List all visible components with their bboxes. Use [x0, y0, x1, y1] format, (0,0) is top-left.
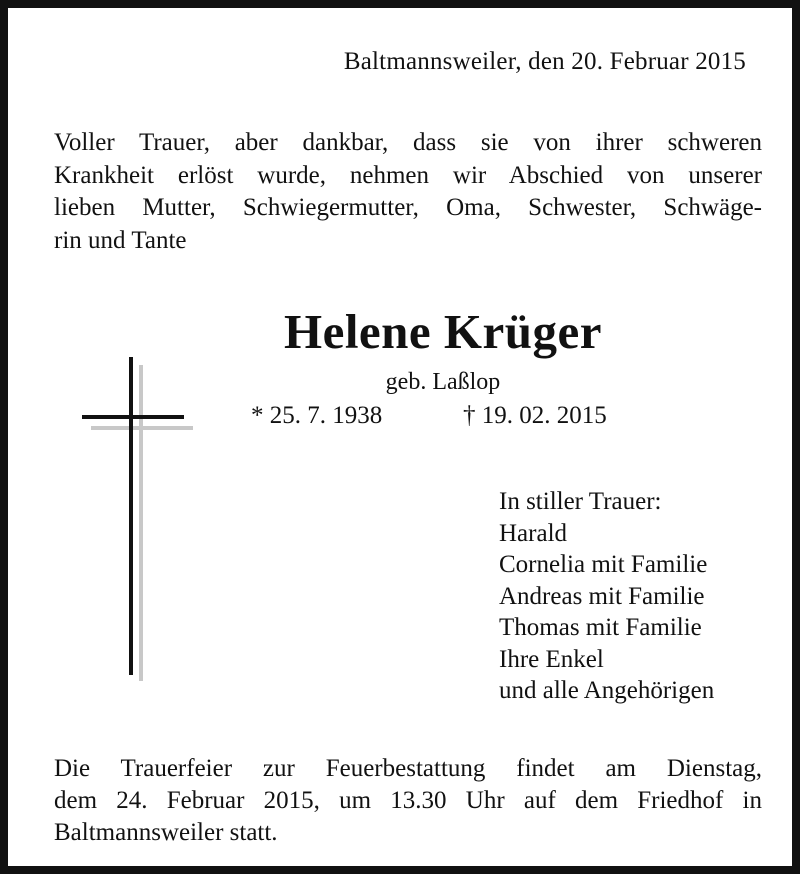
funeral-info-line: Die Trauerfeier zur Feuerbestattung findet am Dienstag,	[54, 755, 762, 782]
mourner-entry: und alle Angehörigen	[499, 677, 715, 704]
maiden-name: geb. Laßlop	[385, 369, 501, 395]
funeral-info-line: dem 24. Februar 2015, um 13.30 Uhr auf dem Friedhof in	[54, 787, 762, 814]
mourner-entry: Cornelia mit Familie	[499, 551, 708, 578]
mourner-entry: Thomas mit Familie	[499, 614, 702, 641]
intro-line: rin und Tante	[54, 226, 187, 254]
mourners-list	[499, 486, 714, 707]
intro-paragraph	[54, 127, 762, 257]
cross-shadow-vertical	[139, 365, 143, 681]
mourner-entry: Andreas mit Familie	[499, 582, 705, 610]
funeral-info-line: Baltmannsweiler statt.	[54, 819, 278, 846]
intro-line: Krankheit erlöst wurde, nehmen wir Abschied von unserer	[54, 161, 762, 189]
deceased-name: Helene Krüger	[283, 304, 603, 359]
birth-date: * 25. 7. 1938	[251, 402, 383, 429]
cross-horizontal-beam	[82, 415, 184, 419]
cross-icon	[78, 353, 198, 683]
cross-vertical-beam	[129, 357, 133, 675]
intro-line: Voller Trauer, aber dankbar, dass sie von ihrer schweren	[54, 129, 762, 156]
intro-line: lieben Mutter, Schwiegermutter, Oma, Schwester, Schwäge-	[54, 194, 762, 221]
mourner-entry: Ihre Enkel	[499, 645, 604, 673]
mourners-heading: In stiller Trauer:	[499, 488, 662, 515]
place-date-line: Baltmannsweiler, den 20. Februar 2015	[343, 48, 746, 75]
funeral-info-paragraph	[54, 753, 762, 849]
cross-shadow-horizontal	[91, 426, 193, 430]
mourner-entry: Harald	[499, 519, 568, 547]
death-date: † 19. 02. 2015	[463, 402, 607, 429]
